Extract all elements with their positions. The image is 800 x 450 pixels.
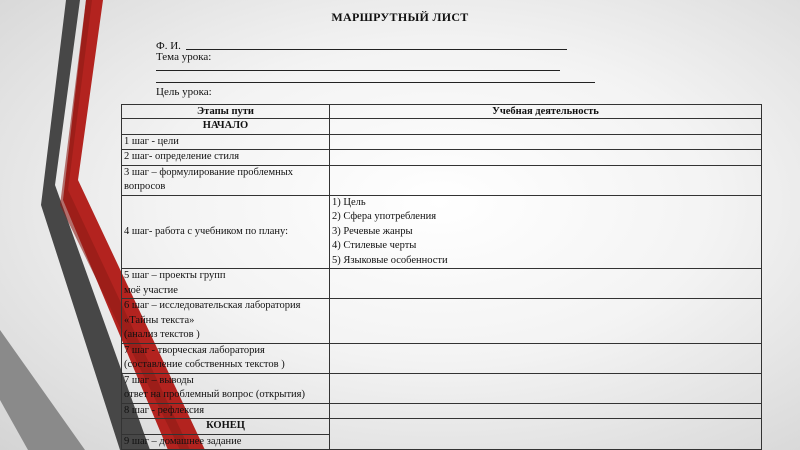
stage-line: моё участие [124, 284, 178, 296]
stage-cell [122, 403, 330, 419]
start-activity-cell [330, 119, 762, 135]
table-row [122, 134, 762, 150]
table-row [122, 403, 762, 419]
stage-cell [122, 434, 330, 450]
activity-cell [330, 150, 762, 166]
table-row [122, 195, 762, 269]
table-row [122, 373, 762, 403]
route-table [121, 104, 762, 450]
stage-line: 5 шаг – проекты групп [124, 270, 226, 281]
stage-line: 2 шаг- определение стиля [124, 151, 240, 162]
stage-line: 7 шаг - творческая лаборатория [124, 344, 265, 356]
goal-label: Цель урока: [156, 86, 212, 98]
header-stages: Этапы пути [122, 105, 330, 119]
stage-cell [122, 134, 330, 150]
stage-line: вопросов [124, 181, 166, 192]
table-header-row [122, 105, 762, 119]
stage-line: 3 шаг – формулирование проблемных [124, 166, 294, 178]
table-row [122, 150, 762, 166]
activity-cell [330, 403, 762, 419]
stage-line: 9 шаг – домашнее задание [124, 435, 242, 447]
activity-line: 5) Языковые особенности [332, 254, 448, 266]
stage-line: 6 шаг – исследовательская лаборатория [124, 300, 301, 311]
stage-line: «Тайны текста» [124, 314, 195, 326]
topic-underline-1 [156, 70, 560, 71]
table-row [122, 165, 762, 195]
activity-line: 2) Сфера употребления [332, 211, 437, 222]
table-row [122, 343, 762, 373]
stage-line: (анализ текстов ) [124, 329, 200, 340]
fio-underline [186, 49, 567, 50]
table-row [122, 299, 762, 344]
activity-cell [330, 269, 762, 299]
fio-label: Ф. И. [156, 40, 181, 52]
activity-cell [330, 195, 762, 269]
stage-line: 1 шаг - цели [124, 135, 179, 147]
activity-cell [330, 373, 762, 403]
stage-cell [122, 343, 330, 373]
activity-line: 4) Стилевые черты [332, 240, 417, 251]
stage-cell [122, 165, 330, 195]
stage-line: 8 шаг - рефлексия [124, 404, 205, 416]
activity-cell [330, 134, 762, 150]
stage-cell [122, 373, 330, 403]
document-title: МАРШРУТНЫЙ ЛИСТ [331, 10, 469, 24]
topic-underline-2 [156, 82, 595, 83]
end-row [122, 419, 762, 435]
stage-line: (составление собственных текстов ) [124, 359, 285, 370]
topic-label: Тема урока: [156, 51, 212, 63]
activity-cell [330, 299, 762, 344]
table-row [122, 269, 762, 299]
grey-stripe [0, 330, 85, 450]
activity-cell [330, 165, 762, 195]
end-activity-cell [330, 419, 762, 450]
stage-cell [122, 195, 330, 269]
start-row [122, 119, 762, 135]
stage-cell [122, 269, 330, 299]
start-label: НАЧАЛО [122, 119, 330, 135]
activity-line: 3) Речевые жанры [332, 225, 413, 237]
stage-line: ответ на проблемный вопрос (открытия) [124, 389, 305, 400]
stage-line: 7 шаг – выводы [124, 374, 194, 386]
stage-cell [122, 299, 330, 344]
stage-line: 4 шаг- работа с учебником по плану: [124, 225, 289, 237]
activity-line: 1) Цель [332, 196, 366, 208]
stage-cell [122, 150, 330, 166]
end-label: КОНЕЦ [122, 419, 330, 435]
header-activity: Учебная деятельность [330, 105, 762, 119]
activity-cell [330, 343, 762, 373]
